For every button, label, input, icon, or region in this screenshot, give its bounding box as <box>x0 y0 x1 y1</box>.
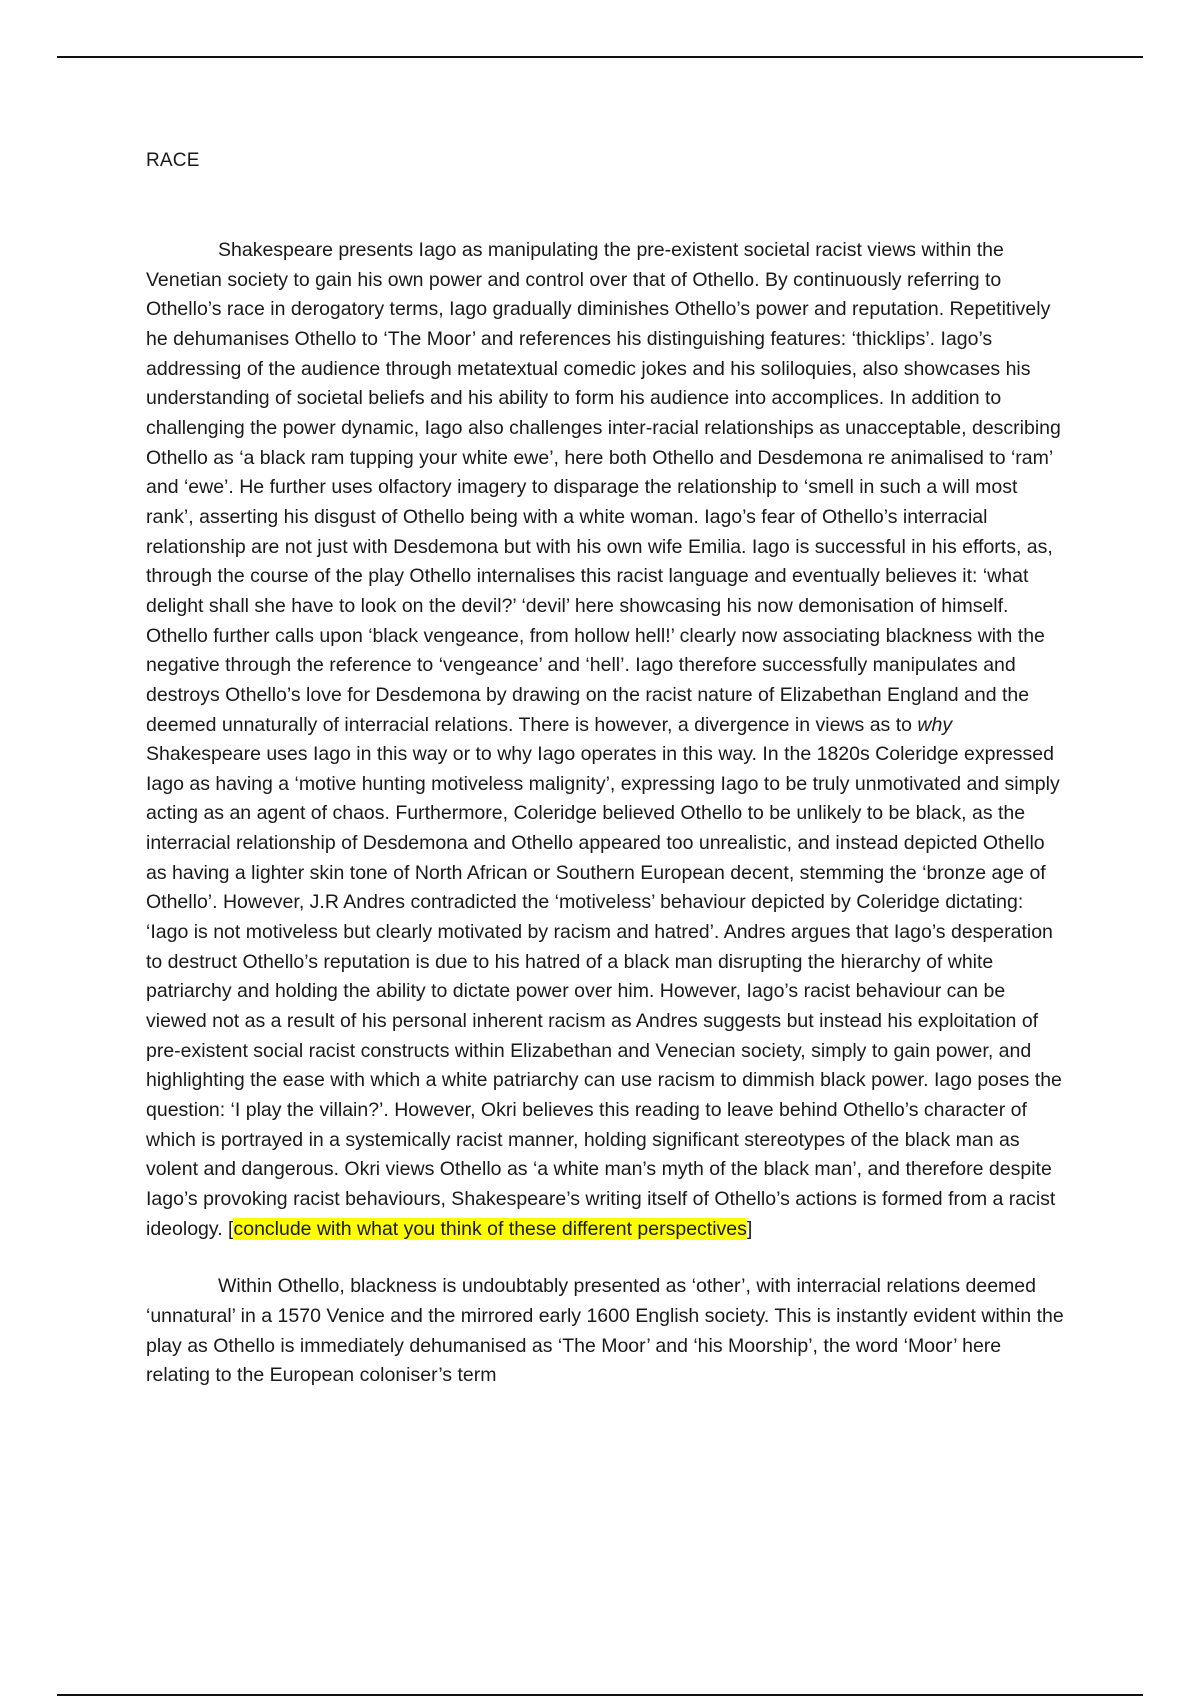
paragraph-1 <box>146 236 1066 1244</box>
page-bottom-rule <box>57 1694 1143 1696</box>
paragraph-1-text-after: Shakespeare uses Iago in this way or to why Iago operates in this way. In the 1820s Coleridge expressed Iago as having a ‘motive hunting motiveless malignity’, expressing Iago to be truly unmotivated and simply acting as an agent of chaos. Furthermore, Coleridge believed Othello to be unlikely to be black, as the interracial relationship of Desdemona and Othello appeared too unrealistic, and instead depicted Othello as having a lighter skin tone of North African or Southern European decent, stemming the ‘bronze age of Othello’. However, J.R Andres contradicted the ‘motiveless’ behaviour depicted by Coleridge dictating: ‘Iago is not motiveless but clearly motivated by racism and hatred’. Andres argues that Iago’s desperation to destruct Othello’s reputation is due to his hatred of a black man disrupting the hierarchy of white patriarchy and holding the ability to dictate power over him. However, Iago’s racist behaviour can be viewed not as a result of his personal inherent racism as Andres suggests but instead his exploitation of pre-existent social racist constructs within Elizabethan and Venecian society, simply to gain power, and highlighting the ease with which a white patriarchy can use racism to dimmish black power. Iago poses the question: ‘I play the villain?’. However, Okri believes this reading to leave behind Othello’s character of which is portrayed in a systemically racist manner, holding significant stereotypes of the black man as volent and dangerous. Okri views Othello as ‘a white man’s myth of the black man’, and therefore despite Iago’s provoking racist behaviours, Shakespeare’s writing itself of Othello’s actions is formed from a racist ideology. <box>146 743 1062 1240</box>
paragraph-1-text: Shakespeare presents Iago as manipulating the pre-existent societal racist views within the Venetian society to gain his own power and control over that of Othello. By continuously referring to Othello’s race in derogatory terms, Iago gradually diminishes Othello’s power and reputation. Repetitively he dehumanises Othello to ‘The Moor’ and references his distinguishing features: ‘thicklips’. Iago’s addressing of the audience through metatextual comedic jokes and his soliloquies, also showcases his understanding of societal beliefs and his ability to form his audience into accomplices. In addition to challenging the power dynamic, Iago also challenges inter-racial relationships as unacceptable, describing Othello as ‘a black ram tupping your white ewe’, here both Othello and Desdemona re animalised to ‘ram’ and ‘ewe’. He further uses olfactory imagery to disparage the relationship to ‘smell in such a will most rank’, asserting his disgust of Othello being with a white woman. Iago’s fear of Othello’s interracial relationship are not just with Desdemona but with his own wife Emilia. Iago is successful in his efforts, as, through the course of the play Othello internalises this racist language and eventually believes it: ‘what delight shall she have to look on the devil?’ ‘devil’ here showcasing his now demonisation of himself. Othello further calls upon ‘black vengeance, from hollow hell!’ clearly now associating blackness with the negative through the reference to ‘vengeance’ and ‘hell’. Iago therefore successfully manipulates and destroys Othello’s love for Desdemona by drawing on the racist nature of Elizabethan England and the deemed unnaturally of interracial relations. There is however, a divergence in views as to <box>146 239 1061 736</box>
note-bracket-open: [ <box>228 1217 234 1240</box>
document-page <box>146 146 1066 1391</box>
note-bracket-close: ] <box>746 1217 753 1240</box>
paragraph-2 <box>146 1272 1066 1391</box>
page-top-rule <box>57 56 1143 58</box>
paragraph-2-text: Within Othello, blackness is undoubtably presented as ‘other’, with interracial relations deemed ‘unnatural’ in a 1570 Venice and the mirrored early 1600 English society. This is instantly evident within the play as Othello is immediately dehumanised as ‘The Moor’ and ‘his Moorship’, the word ‘Moor’ here relating to the European coloniser’s term <box>146 1275 1064 1387</box>
paragraph-1-emphasis: why <box>917 713 953 736</box>
section-heading: RACE <box>146 150 200 171</box>
highlighted-note: conclude with what you think of these different perspectives <box>233 1217 747 1240</box>
